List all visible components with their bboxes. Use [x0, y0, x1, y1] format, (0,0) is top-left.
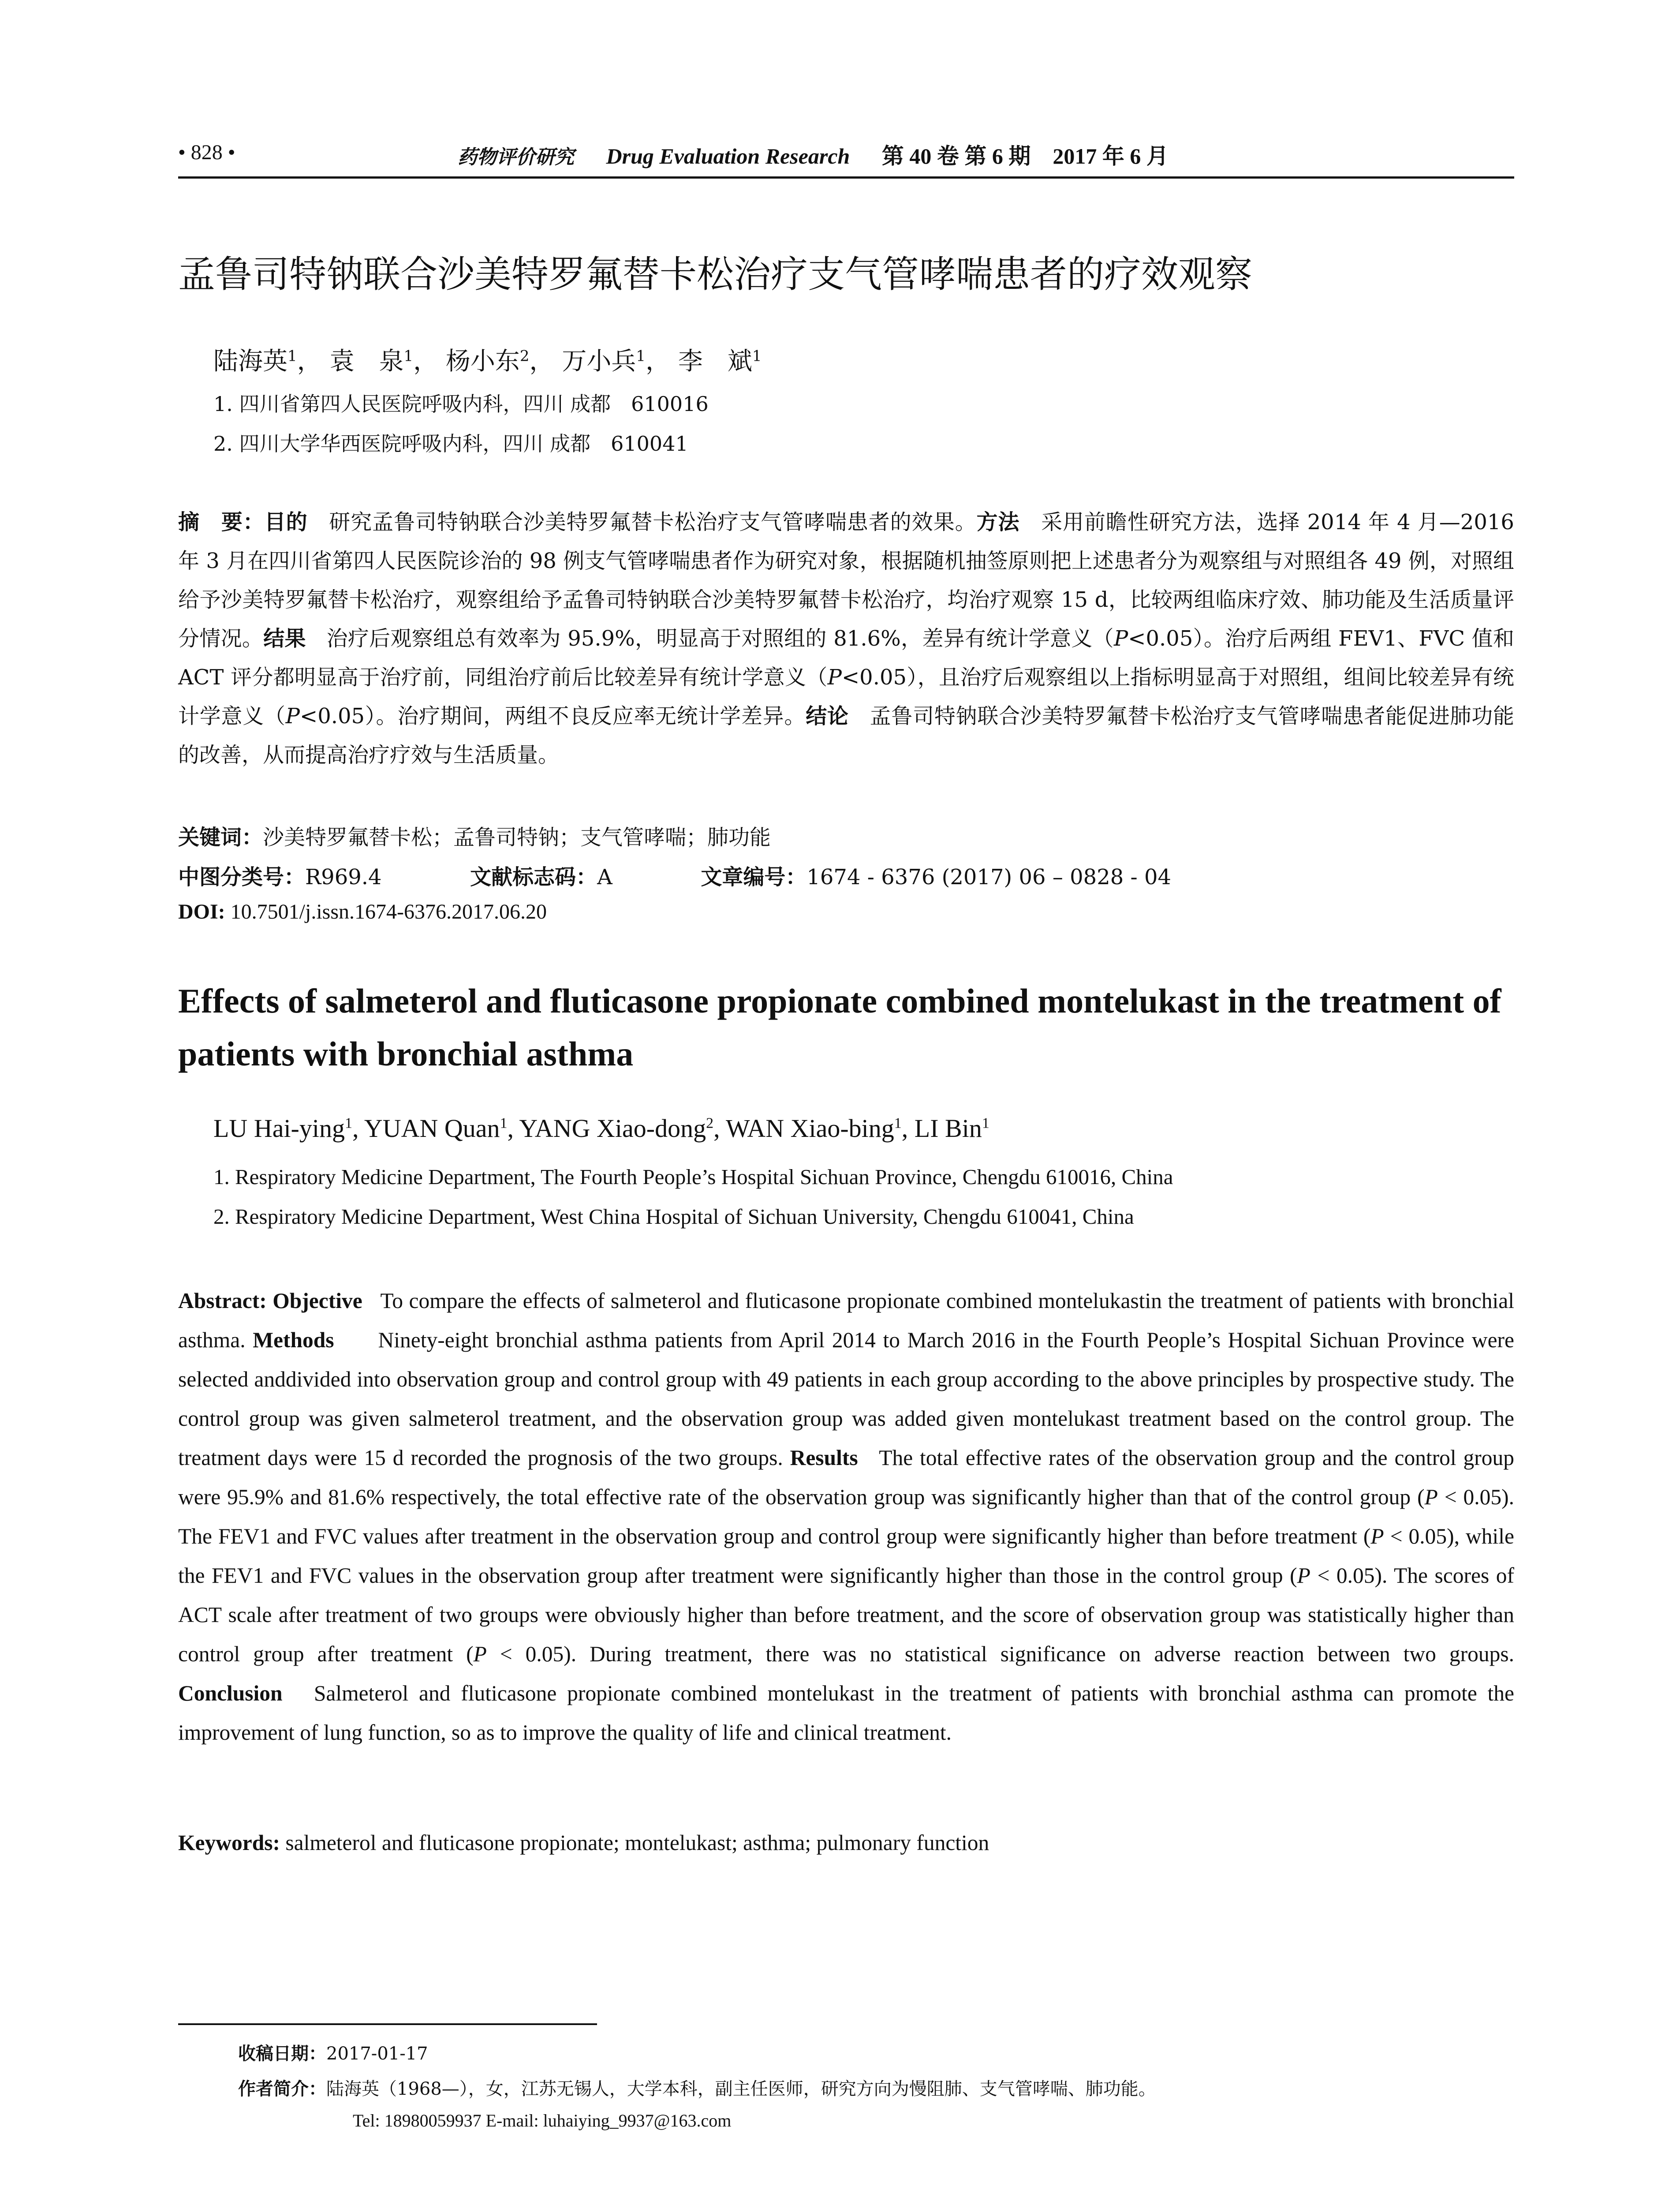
cn-author: 李 斌 — [678, 347, 752, 376]
header-rule — [178, 176, 1514, 179]
cn-methods: 采用前瞻性研究方法，选择 2014 年 4 月—2016 年 3 月在四川省第四人民医院诊治的 98 例支气管哮喘患者作为研究对象，根据随机抽签原则把上述患者分为观察组与对照组各 49 例，对照组给予沙美特罗氟替卡松治疗，观察组给予孟鲁司特钠联合沙美特罗氟替卡松治疗，均治疗观察 15 d，比较两组临床疗效、肺功能及生活质量评分情况。 — [178, 510, 1514, 651]
cn-affiliation-1: 1. 四川省第四人民医院呼吸内科，四川 成都 610016 — [213, 392, 709, 416]
received-value: 2017-01-17 — [326, 2044, 428, 2064]
cn-author-sup: 1 — [287, 347, 297, 365]
cn-conclusion: 孟鲁司特钠联合沙美特罗氟替卡松治疗支气管哮喘患者能促进肺功能的改善，从而提高治疗疗效与生活质量。 — [178, 704, 1514, 767]
doccode-label: 文献标志码： — [470, 865, 597, 889]
sep: , — [352, 1114, 364, 1143]
page-number: • 828 • — [178, 141, 235, 164]
en-author: WAN Xiao-bing — [726, 1114, 894, 1143]
cn-affiliation-2: 2. 四川大学华西医院呼吸内科，四川 成都 610041 — [213, 432, 688, 456]
en-author: YUAN Quan — [364, 1114, 500, 1143]
en-keywords — [178, 1830, 989, 1855]
journal-name: Drug Evaluation Research — [606, 144, 850, 168]
en-author: LU Hai-ying — [213, 1114, 345, 1143]
cn-keywords — [178, 820, 771, 851]
sep: ， — [297, 347, 322, 376]
cn-keywords-value: 沙美特罗氟替卡松；孟鲁司特钠；支气管哮喘；肺功能 — [263, 825, 771, 850]
clc-label: 中图分类号： — [178, 865, 306, 889]
en-abstract-label: Abstract: Objective — [178, 1289, 362, 1313]
en-author-sup: 1 — [982, 1115, 989, 1132]
cn-objective: 研究孟鲁司特钠联合沙美特罗氟替卡松治疗支气管哮喘患者的效果。 — [329, 510, 977, 534]
sep: , — [901, 1114, 915, 1143]
p-symbol: P — [1424, 1485, 1438, 1509]
cn-results: <0.05），且治疗后观察组以上指标明显高于对照组，组间比较差异有统计学意义（ — [178, 665, 1514, 729]
cn-conclusion-label: 结论 — [806, 704, 849, 729]
en-results: < 0.05). During treatment, there was no statistical significance on adverse reaction between two groups. — [486, 1642, 1514, 1666]
clc-value: R969.4 — [305, 865, 382, 889]
en-author: YANG Xiao-dong — [519, 1114, 706, 1143]
en-author-sup: 1 — [345, 1115, 352, 1132]
footnote-author — [238, 2075, 1156, 2100]
article-number-value: 1674 - 6376 (2017) 06 – 0828 - 04 — [806, 865, 1172, 889]
doccode-value: A — [597, 865, 612, 889]
cn-abstract-label: 摘 要： — [178, 510, 265, 534]
cn-classification — [178, 860, 1171, 890]
en-author-sup: 1 — [500, 1115, 508, 1132]
cn-results: 治疗后观察组总有效率为 95.9%，明显高于对照组的 81.6%，差异有统计学意义（ — [326, 626, 1114, 651]
sep: ， — [413, 347, 438, 376]
cn-keywords-label: 关键词： — [178, 825, 263, 850]
en-author-sup: 1 — [894, 1115, 902, 1132]
en-authors — [213, 1114, 989, 1143]
en-affiliation-1: 1. Respiratory Medicine Department, The Fourth People’s Hospital Sichuan Province, Chengdu 610016, China — [213, 1165, 1173, 1189]
article-number-label: 文章编号： — [701, 865, 807, 889]
en-results: < 0.05). The FEV1 and FVC values after treatment in the observation group and control group were significantly higher than before treatment ( — [178, 1485, 1515, 1548]
cn-abstract — [178, 503, 1514, 774]
sep: ， — [646, 347, 670, 376]
en-abstract — [178, 1281, 1514, 1752]
p-symbol: P — [1370, 1524, 1384, 1548]
cn-title: 孟鲁司特钠联合沙美特罗氟替卡松治疗支气管哮喘患者的疗效观察 — [178, 253, 1253, 296]
doi-value: 10.7501/j.issn.1674-6376.2017.06.20 — [230, 900, 547, 923]
issue-info: 第 40 卷 第 6 期 2017 年 6 月 — [881, 144, 1169, 168]
footnote-rule — [178, 2023, 597, 2025]
en-conclusion-label: Conclusion — [178, 1681, 283, 1705]
journal-logo: 药物评价研究 — [458, 146, 574, 168]
received-label: 收稿日期： — [238, 2044, 326, 2064]
cn-results: <0.05）。治疗期间，两组不良反应率无统计学差异。 — [299, 704, 806, 729]
en-results: The total effective rates of the observation group and the control group were 95.9% and 81.6% respectively, the total effective rate of the observation group was significantly higher than that of the control group ( — [178, 1446, 1515, 1509]
en-affiliation-2: 2. Respiratory Medicine Department, West China Hospital of Sichuan University, Chengdu 610041, China — [213, 1204, 1134, 1229]
sep: ， — [529, 347, 554, 376]
running-header — [458, 138, 1169, 170]
cn-author: 杨小东 — [445, 347, 520, 376]
en-methods-label: Methods — [253, 1328, 334, 1352]
sep: , — [713, 1114, 726, 1143]
en-author-sup: 2 — [706, 1115, 714, 1132]
doi-label: DOI: — [178, 900, 225, 923]
en-keywords-value: salmeterol and fluticasone propionate; montelukast; asthma; pulmonary function — [285, 1831, 989, 1855]
en-methods: Ninety-eight bronchial asthma patients from April 2014 to March 2016 in the Fourth People’s Hospital Sichuan Province were selected anddivided into observation group and control group with 49 patients in each group according to the above principles by prospective study. The control group was given salmeterol treatment, and the observation group was added given montelukast treatment based on the control group. The treatment days were 15 d recorded the prognosis of the two groups. — [178, 1328, 1514, 1470]
cn-objective-label: 目的 — [264, 510, 308, 534]
cn-authors — [213, 342, 762, 377]
p-symbol: P — [473, 1642, 487, 1666]
cn-author: 陆海英 — [213, 347, 287, 376]
doi — [178, 900, 547, 924]
cn-author: 袁 泉 — [329, 347, 404, 376]
footnote-received — [238, 2040, 428, 2065]
p-symbol: P — [1297, 1563, 1310, 1588]
cn-methods-label: 方法 — [976, 510, 1020, 534]
en-conclusion: Salmeterol and fluticasone propionate combined montelukast in the treatment of patients with bronchial asthma can promote the improvement of lung function, so as to improve the quality of life and clinical treatment. — [178, 1681, 1515, 1745]
p-symbol: P — [827, 665, 842, 690]
footnote-contact: Tel: 18980059937 E-mail: luhaiying_9937@163.com — [353, 2111, 732, 2130]
cn-author-sup: 1 — [752, 347, 762, 365]
p-symbol: P — [285, 704, 300, 729]
cn-author-sup: 1 — [403, 347, 414, 365]
cn-author-sup: 2 — [519, 347, 530, 365]
author-bio: 陆海英（1968—），女，江苏无锡人，大学本科，副主任医师，研究方向为慢阻肺、支气管哮喘、肺功能。 — [326, 2079, 1156, 2099]
en-title: Effects of salmeterol and fluticasone propionate combined montelukast in the treatment of patients with bronchial asthma — [178, 982, 1501, 1073]
en-author: LI Bin — [914, 1114, 982, 1143]
author-bio-label: 作者简介： — [238, 2079, 326, 2099]
cn-author: 万小兵 — [562, 347, 636, 376]
p-symbol: P — [1113, 626, 1128, 651]
cn-results-label: 结果 — [263, 626, 306, 651]
en-results-label: Results — [790, 1446, 858, 1470]
en-results: < 0.05). The scores of ACT scale after treatment of two groups were obviously higher than before treatment, and the score of observation group was statistically higher than control group after treatment ( — [178, 1563, 1514, 1666]
en-results: < 0.05), while the FEV1 and FVC values in the observation group after treatment were significantly higher than those in the control group ( — [178, 1524, 1514, 1588]
en-objective: To compare the effects of salmeterol and fluticasone propionate combined montelukastin the treatment of patients with bronchial asthma. — [178, 1289, 1515, 1352]
cn-author-sup: 1 — [636, 347, 646, 365]
en-keywords-label: Keywords: — [178, 1831, 280, 1855]
cn-results: <0.05）。治疗后两组 FEV1、FVC 值和 ACT 评分都明显高于治疗前，同组治疗前后比较差异有统计学意义（ — [178, 626, 1514, 690]
sep: , — [507, 1114, 519, 1143]
